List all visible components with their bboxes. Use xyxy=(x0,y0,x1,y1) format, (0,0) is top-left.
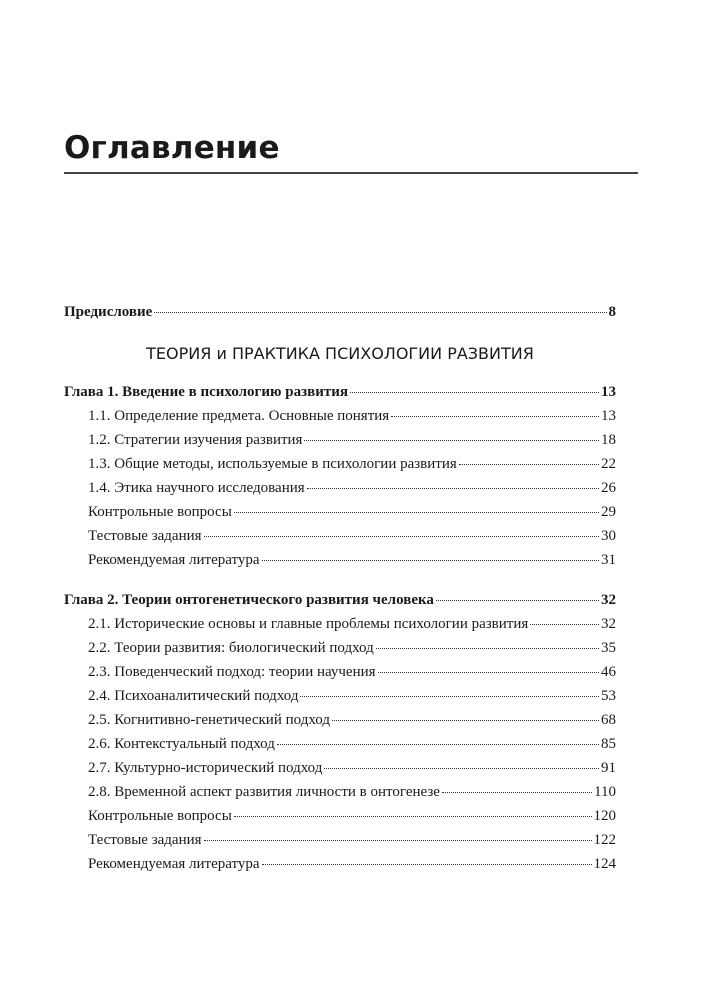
dot-leader xyxy=(436,585,599,601)
dot-leader xyxy=(378,657,599,673)
dot-leader xyxy=(262,545,599,561)
dot-leader xyxy=(204,825,592,841)
dot-leader xyxy=(234,497,599,513)
toc-entry-label: Предисловие xyxy=(64,304,153,320)
toc-page-number: 32 xyxy=(601,616,616,632)
toc-page-number: 46 xyxy=(601,664,616,680)
toc-item-label: 1.2. Стратегии изучения развития xyxy=(88,432,303,448)
dot-leader xyxy=(332,705,599,721)
toc-page-number: 26 xyxy=(601,480,616,496)
toc-entry-preface[interactable] xyxy=(64,300,616,324)
toc-page-number: 120 xyxy=(593,808,616,824)
dot-leader xyxy=(307,473,599,489)
toc-item-label: Рекомендуемая литература xyxy=(88,856,260,872)
toc-page-number: 91 xyxy=(601,760,616,776)
toc-item-label: Тестовые задания xyxy=(88,832,202,848)
toc-page-number: 68 xyxy=(601,712,616,728)
toc-page-number: 35 xyxy=(601,640,616,656)
toc-page-number: 32 xyxy=(601,592,616,608)
toc-page-number: 13 xyxy=(601,408,616,424)
toc-item-label: 1.3. Общие методы, используемые в психологии развития xyxy=(88,456,457,472)
table-of-contents xyxy=(64,300,616,876)
toc-item-label: 2.5. Когнитивно-генетический подход xyxy=(88,712,330,728)
toc-item-label: 2.2. Теории развития: биологический подход xyxy=(88,640,374,656)
toc-page-number: 31 xyxy=(601,552,616,568)
dot-leader xyxy=(262,849,592,865)
toc-item[interactable] xyxy=(64,852,616,876)
toc-item-label: 1.4. Этика научного исследования xyxy=(88,480,305,496)
toc-item[interactable] xyxy=(64,548,616,572)
dot-leader xyxy=(234,801,592,817)
toc-page-number: 22 xyxy=(601,456,616,472)
toc-page-number: 53 xyxy=(601,688,616,704)
toc-item-label: 2.7. Культурно-исторический подход xyxy=(88,760,323,776)
dot-leader xyxy=(530,609,599,625)
toc-item-label: Контрольные вопросы xyxy=(88,808,232,824)
toc-item-label: 2.6. Контекстуальный подход xyxy=(88,736,275,752)
dot-leader xyxy=(304,425,599,441)
toc-page-number: 8 xyxy=(608,304,616,320)
toc-item-label: 2.4. Психоаналитический подход xyxy=(88,688,299,704)
toc-page-number: 29 xyxy=(601,504,616,520)
dot-leader xyxy=(204,521,599,537)
section-heading: ТЕОРИЯ и ПРАКТИКА ПСИХОЛОГИИ РАЗВИТИЯ xyxy=(146,344,534,363)
toc-page-number: 18 xyxy=(601,432,616,448)
dot-leader xyxy=(442,777,592,793)
dot-leader xyxy=(391,401,599,417)
toc-item-label: 2.8. Временной аспект развития личности в онтогенезе xyxy=(88,784,440,800)
toc-item-label: 2.3. Поведенческий подход: теории научения xyxy=(88,664,376,680)
toc-item-label: 1.1. Определение предмета. Основные понятия xyxy=(88,408,390,424)
toc-page-number: 110 xyxy=(594,784,616,800)
toc-page-number: 85 xyxy=(601,736,616,752)
toc-item-label: Тестовые задания xyxy=(88,528,202,544)
toc-item-label: 2.1. Исторические основы и главные проблемы психологии развития xyxy=(88,616,529,632)
dot-leader xyxy=(350,377,599,393)
dot-leader xyxy=(154,297,606,313)
toc-page-number: 13 xyxy=(601,384,616,400)
toc-chapter-label: Глава 2. Теории онтогенетического развития человека xyxy=(64,592,434,608)
toc-page-number: 30 xyxy=(601,528,616,544)
dot-leader xyxy=(300,681,599,697)
toc-page-number: 122 xyxy=(593,832,616,848)
toc-item-label: Контрольные вопросы xyxy=(88,504,232,520)
page-title: Оглавление xyxy=(64,130,280,166)
dot-leader xyxy=(459,449,599,465)
dot-leader xyxy=(324,753,599,769)
dot-leader xyxy=(277,729,599,745)
toc-chapter-label: Глава 1. Введение в психологию развития xyxy=(64,384,348,400)
toc-item-label: Рекомендуемая литература xyxy=(88,552,260,568)
title-divider xyxy=(64,172,638,174)
dot-leader xyxy=(376,633,599,649)
toc-page-number: 124 xyxy=(593,856,616,872)
